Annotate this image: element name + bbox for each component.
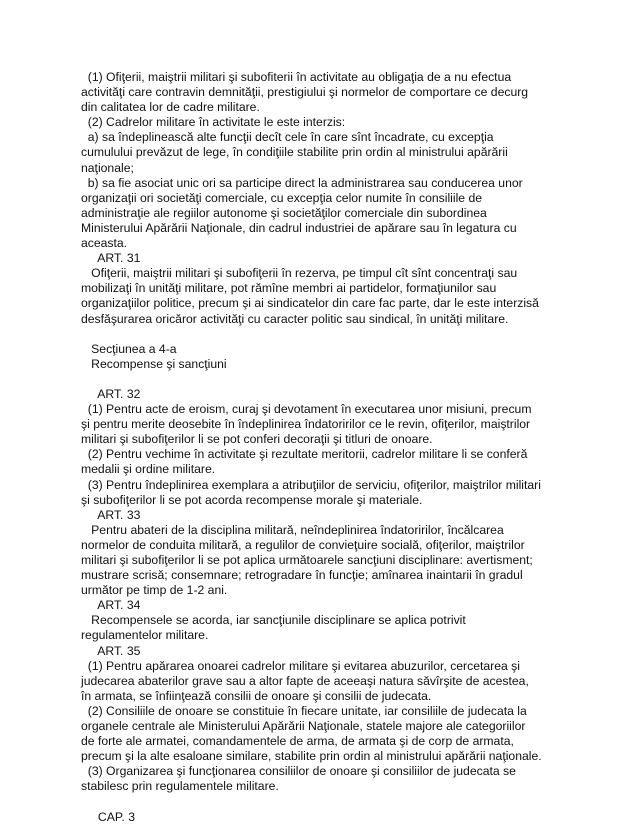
- text-line: b) sa fie asociat unic ori sa participe direct la administrarea sau conducerea unor: [81, 175, 523, 190]
- text-line: organele centrale ale Ministerului Apărării Naţionale, statele majore ale categoriilor: [81, 719, 526, 734]
- text-line: ART. 31: [81, 251, 141, 266]
- text-line: ART. 34: [81, 598, 141, 613]
- document-body: [81, 70, 561, 825]
- text-line: (3) Organizarea şi funcţionarea consiliilor de onoare şi consiliilor de judecata se: [81, 764, 516, 779]
- text-line: militari şi subofiţerilor li se pot aplica următoarele sancţiuni disciplinare: avertisment;: [81, 553, 533, 567]
- text-line: şi pentru merite deosebite în îndeplinirea îndatoririlor ce le revin, ofiţerilor, maiştrilor: [81, 417, 531, 432]
- text-line: ART. 35: [81, 643, 141, 658]
- text-line: stabilesc prin regulamentele militare.: [81, 779, 279, 794]
- text-line: aceasta.: [81, 236, 128, 251]
- text-line: Pentru abateri de la disciplina militară, neîndeplinirea îndatoririlor, încălcarea: [81, 522, 504, 537]
- blank-line: [81, 327, 561, 342]
- text-line: în armata, se înfiinţează consilii de onoare şi consilii de judecata.: [81, 688, 432, 703]
- text-line: mobilizaţi în unităţi militare, pot rămîne membri ai partidelor, formaţiunilor sau: [81, 281, 497, 296]
- text-line: medalii şi ordine militare.: [81, 462, 216, 477]
- text-line: ART. 32: [81, 386, 141, 401]
- text-line: organizaţii ori societăţi comerciale, cu excepţia celor numite în consiliile de: [81, 190, 483, 205]
- text-line: organizaţiilor politice, precum şi ai sindicatelor din care fac parte, dar le este interzisă: [81, 296, 539, 311]
- text-line: din calitatea lor de cadre militare.: [81, 100, 260, 115]
- text-line: (2) Cadrelor militare în activitate le este interzis:: [81, 115, 346, 130]
- text-line: Ofiţerii, maiştrii militari şi subofiţerii în rezerva, pe timpul cît sînt concentraţi sau: [81, 266, 518, 281]
- text-line: Secţiunea a 4-a: [81, 341, 177, 356]
- text-line: (2) Pentru vechime în activitate şi rezultate meritorii, cadrelor militare li se conferă: [81, 447, 528, 462]
- text-line: normelor de conduita militară, a regulilor de convieţuire socială, ofiţerilor, maiştrilor: [81, 537, 525, 552]
- text-line: (2) Consiliile de onoare se constituie în fiecare unitate, iar consiliile de judecata la: [81, 703, 527, 718]
- text-line: regulamentelor militare.: [81, 628, 209, 643]
- text-line: a) sa îndeplinească alte funcţii decît cele în care sînt încadrate, cu excepţia: [81, 130, 494, 145]
- text-line: administraţie ale regiilor autonome şi societăţilor comerciale din subordinea: [81, 205, 487, 220]
- text-line: Recompense şi sancţiuni: [81, 356, 227, 371]
- text-line: desfăşurarea oricăror activităţi cu caracter politic sau sindical, în unităţi militare.: [81, 311, 509, 326]
- text-line: precum şi la alte esaloane similare, stabilite prin ordin al ministrului apărării naţionale.: [81, 749, 542, 764]
- text-line: şi subofiţerilor li se pot acorda recompense morale şi materiale.: [81, 492, 423, 507]
- text-line: ART. 33: [81, 507, 141, 522]
- text-line: Recompensele se acorda, iar sancţiunile disciplinare se aplica potrivit: [81, 613, 466, 628]
- text-line: activităţi care contravin demnităţii, prestigiului şi normelor de comportare ce decurg: [81, 85, 529, 100]
- text-line: Ministerului Apărării Naţionale, din cadrul industriei de apărare sau în legatura cu: [81, 220, 517, 235]
- text-line: (1) Pentru acte de eroism, curaj şi devotament în executarea unor misiuni, precum: [81, 402, 532, 417]
- text-line: judecarea abaterilor grave sau a altor fapte de aceeaşi natura săvîrşite de acestea,: [81, 673, 529, 688]
- text-line: (3) Pentru îndeplinirea exemplara a atribuţiilor de serviciu, ofiţerilor, maiştrilor militari: [81, 477, 541, 492]
- text-line: de forte ale armatei, comandamentele de arma, de armata şi de corp de armata,: [81, 734, 514, 749]
- text-line: naţionale;: [81, 160, 134, 175]
- text-line: cumulului prevăzut de lege, în condiţiile stabilite prin ordin al ministrului apărării: [81, 145, 508, 160]
- blank-line: [81, 795, 561, 810]
- text-line: militari şi subofiţerilor li se pot conferi decoraţii şi titluri de onoare.: [81, 432, 433, 447]
- text-line: CAP. 3: [81, 809, 135, 824]
- text-line: (1) Pentru apărarea onoarei cadrelor militare şi evitarea abuzurilor, cercetarea şi: [81, 658, 520, 673]
- blank-line: [81, 372, 561, 387]
- text-line: mustrare scrisă; consemnare; retrogradare în funcţie; amînarea inaintarii în gradul: [81, 568, 523, 583]
- text-line: (1) Ofiţerii, maiştrii militari şi subofiterii în activitate au obligaţia de a nu efectua: [81, 70, 512, 84]
- text-line: următor pe timp de 1-2 ani.: [81, 583, 228, 598]
